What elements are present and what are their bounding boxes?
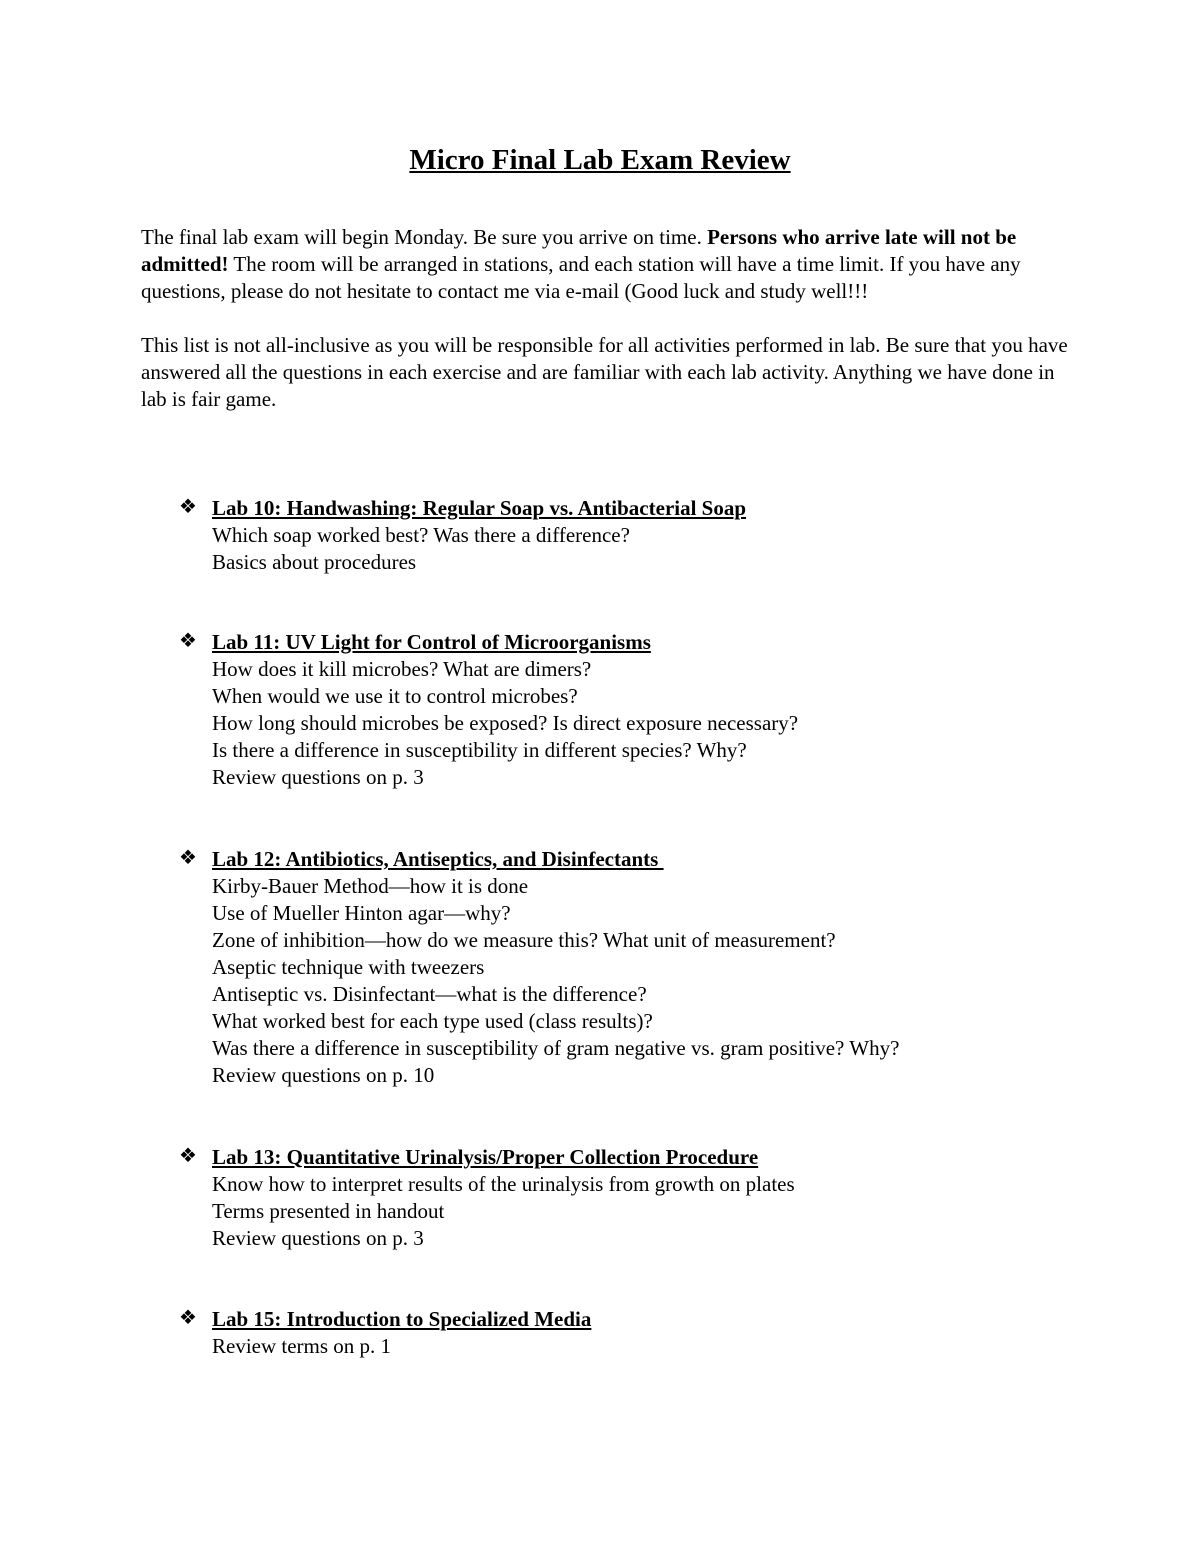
intro-text-a: The final lab exam will begin Monday. Be sure you arrive on time. (141, 225, 708, 249)
lab-section (177, 1306, 1077, 1360)
section-heading: Lab 12: Antibiotics, Antiseptics, and Disinfectants (212, 847, 664, 871)
section-line: Which soap worked best? Was there a difference? (212, 523, 630, 547)
section-line: Know how to interpret results of the urinalysis from growth on plates (212, 1172, 795, 1196)
section-line: Basics about procedures (212, 550, 417, 574)
diamond-bullet-icon: ❖ (179, 1145, 197, 1167)
section-heading: Lab 13: Quantitative Urinalysis/Proper Collection Procedure (212, 1145, 759, 1169)
diamond-bullet-icon: ❖ (179, 847, 197, 869)
section-line: Review terms on p. 1 (212, 1334, 392, 1358)
lab-section (177, 1144, 1077, 1252)
section-line: Review questions on p. 10 (212, 1063, 435, 1087)
section-line: Was there a difference in susceptibility of gram negative vs. gram positive? Why? (212, 1036, 900, 1060)
section-line: Use of Mueller Hinton agar—why? (212, 901, 511, 925)
lab-section (177, 629, 1077, 791)
lab-section (177, 846, 1077, 1089)
section-line: What worked best for each type used (class results)? (212, 1009, 653, 1033)
section-heading: Lab 10: Handwashing: Regular Soap vs. Antibacterial Soap (212, 496, 747, 520)
intro-text-b: The room will be arranged in stations, and each station will have a time limit. If you have any questions, please do not hesitate to contact me via e-mail (Good luck and study well!!! (141, 252, 1021, 303)
section-line: Review questions on p. 3 (212, 765, 424, 789)
section-line: Zone of inhibition—how do we measure this? What unit of measurement? (212, 928, 836, 952)
section-heading: Lab 11: UV Light for Control of Microorganisms (212, 630, 651, 654)
section-line: Is there a difference in susceptibility in different species? Why? (212, 738, 747, 762)
diamond-bullet-icon: ❖ (179, 1307, 197, 1329)
late-warning: Persons who arrive late will not be admitted! (141, 225, 1017, 276)
diamond-bullet-icon: ❖ (179, 496, 197, 518)
page-title: Micro Final Lab Exam Review (409, 144, 791, 176)
section-line: Terms presented in handout (212, 1199, 445, 1223)
section-line: Review questions on p. 3 (212, 1226, 424, 1250)
section-line: Aseptic technique with tweezers (212, 955, 485, 979)
diamond-bullet-icon: ❖ (179, 630, 197, 652)
section-line: How long should microbes be exposed? Is direct exposure necessary? (212, 711, 799, 735)
intro-paragraph-1 (141, 224, 1071, 305)
intro-text (141, 224, 1071, 413)
section-heading: Lab 15: Introduction to Specialized Media (212, 1307, 592, 1331)
section-line: How does it kill microbes? What are dimers? (212, 657, 592, 681)
section-line: Antiseptic vs. Disinfectant—what is the difference? (212, 982, 647, 1006)
section-line: Kirby-Bauer Method—how it is done (212, 874, 529, 898)
lab-section (177, 495, 1077, 576)
intro-paragraph-2: This list is not all-inclusive as you will be responsible for all activities performed in lab. Be sure that you have answered all the questions in each exercise and are familiar with each lab activity. Anything we have done in lab is fair game. (141, 333, 1068, 411)
section-line: When would we use it to control microbes? (212, 684, 578, 708)
